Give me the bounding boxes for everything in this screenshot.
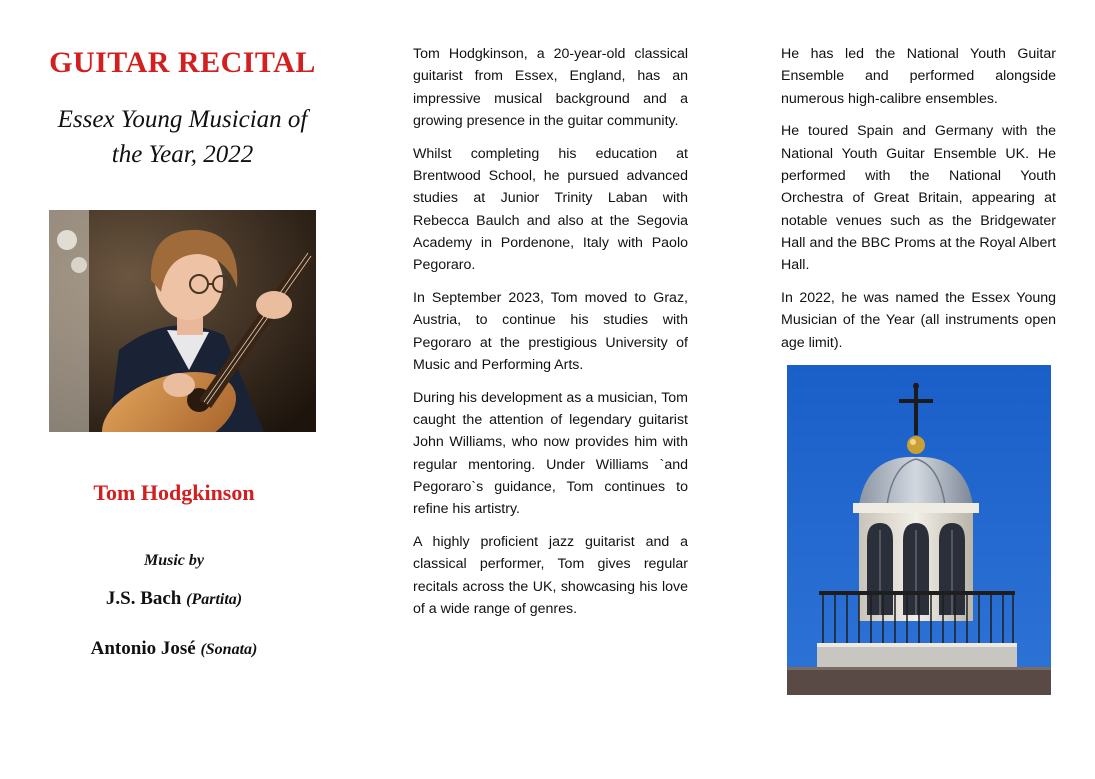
biography-paragraph: Tom Hodgkinson, a 20-year-old classical guitarist from Essex, England, has an impressive musical background and a growing presence in the guitar community. <box>413 46 688 129</box>
cover-heading <box>40 40 325 172</box>
achievements-column <box>781 43 1056 364</box>
work-title: (Partita) <box>186 591 243 608</box>
page-title: GUITAR RECITAL <box>49 46 316 79</box>
program-item <box>40 638 308 660</box>
cupola-illustration <box>787 365 1051 695</box>
program-item <box>40 588 308 610</box>
biography-paragraph: During his development as a musician, Tom caught the attention of legendary guitarist John Williams, who now provides him with regular mentoring. Under Williams `and Pegoraro`s guidance, Tom continues to refine his artistry. <box>413 389 688 518</box>
church-cupola-photo <box>787 365 1051 695</box>
achievements-paragraph: He has led the National Youth Guitar Ensemble and performed alongside numerous high-calibre ensembles. <box>781 46 1056 107</box>
composer-name: J.S. Bach <box>105 588 182 609</box>
page-subtitle: Essex Young Musician of the Year, 2022 <box>57 106 308 168</box>
biography-paragraph: Whilst completing his education at Brentwood School, he pursued advanced studies at Junior Trinity Laban with Rebecca Baulch and also at the Segovia Academy in Pordenone, Italy with Paolo Pegoraro. <box>413 145 688 274</box>
composer-name: Antonio José <box>90 638 196 659</box>
biography-paragraph: A highly proficient jazz guitarist and a classical performer, Tom gives regular recitals across the UK, showcasing his love of a wide range of genres. <box>413 533 688 617</box>
achievements-paragraph: He toured Spain and Germany with the National Youth Guitar Ensemble UK. He performed with the National Youth Orchestra of Great Britain, appearing at notable venues such as the Bridgewater Hall and the BBC Proms at the Royal Albert Hall. <box>781 123 1056 274</box>
guitarist-illustration <box>49 210 316 432</box>
biography-paragraph: In September 2023, Tom moved to Graz, Austria, to continue his studies with Pegoraro at the prestigious University of Music and Performing Arts. <box>413 289 688 373</box>
music-by-label: Music by <box>144 552 204 569</box>
performer-name: Tom Hodgkinson <box>93 480 255 505</box>
guitarist-photo <box>49 210 316 432</box>
biography-column <box>413 43 688 631</box>
work-title: (Sonata) <box>200 641 258 658</box>
achievements-paragraph: In 2022, he was named the Essex Young Musician of the Year (all instruments open age limit). <box>781 289 1056 351</box>
